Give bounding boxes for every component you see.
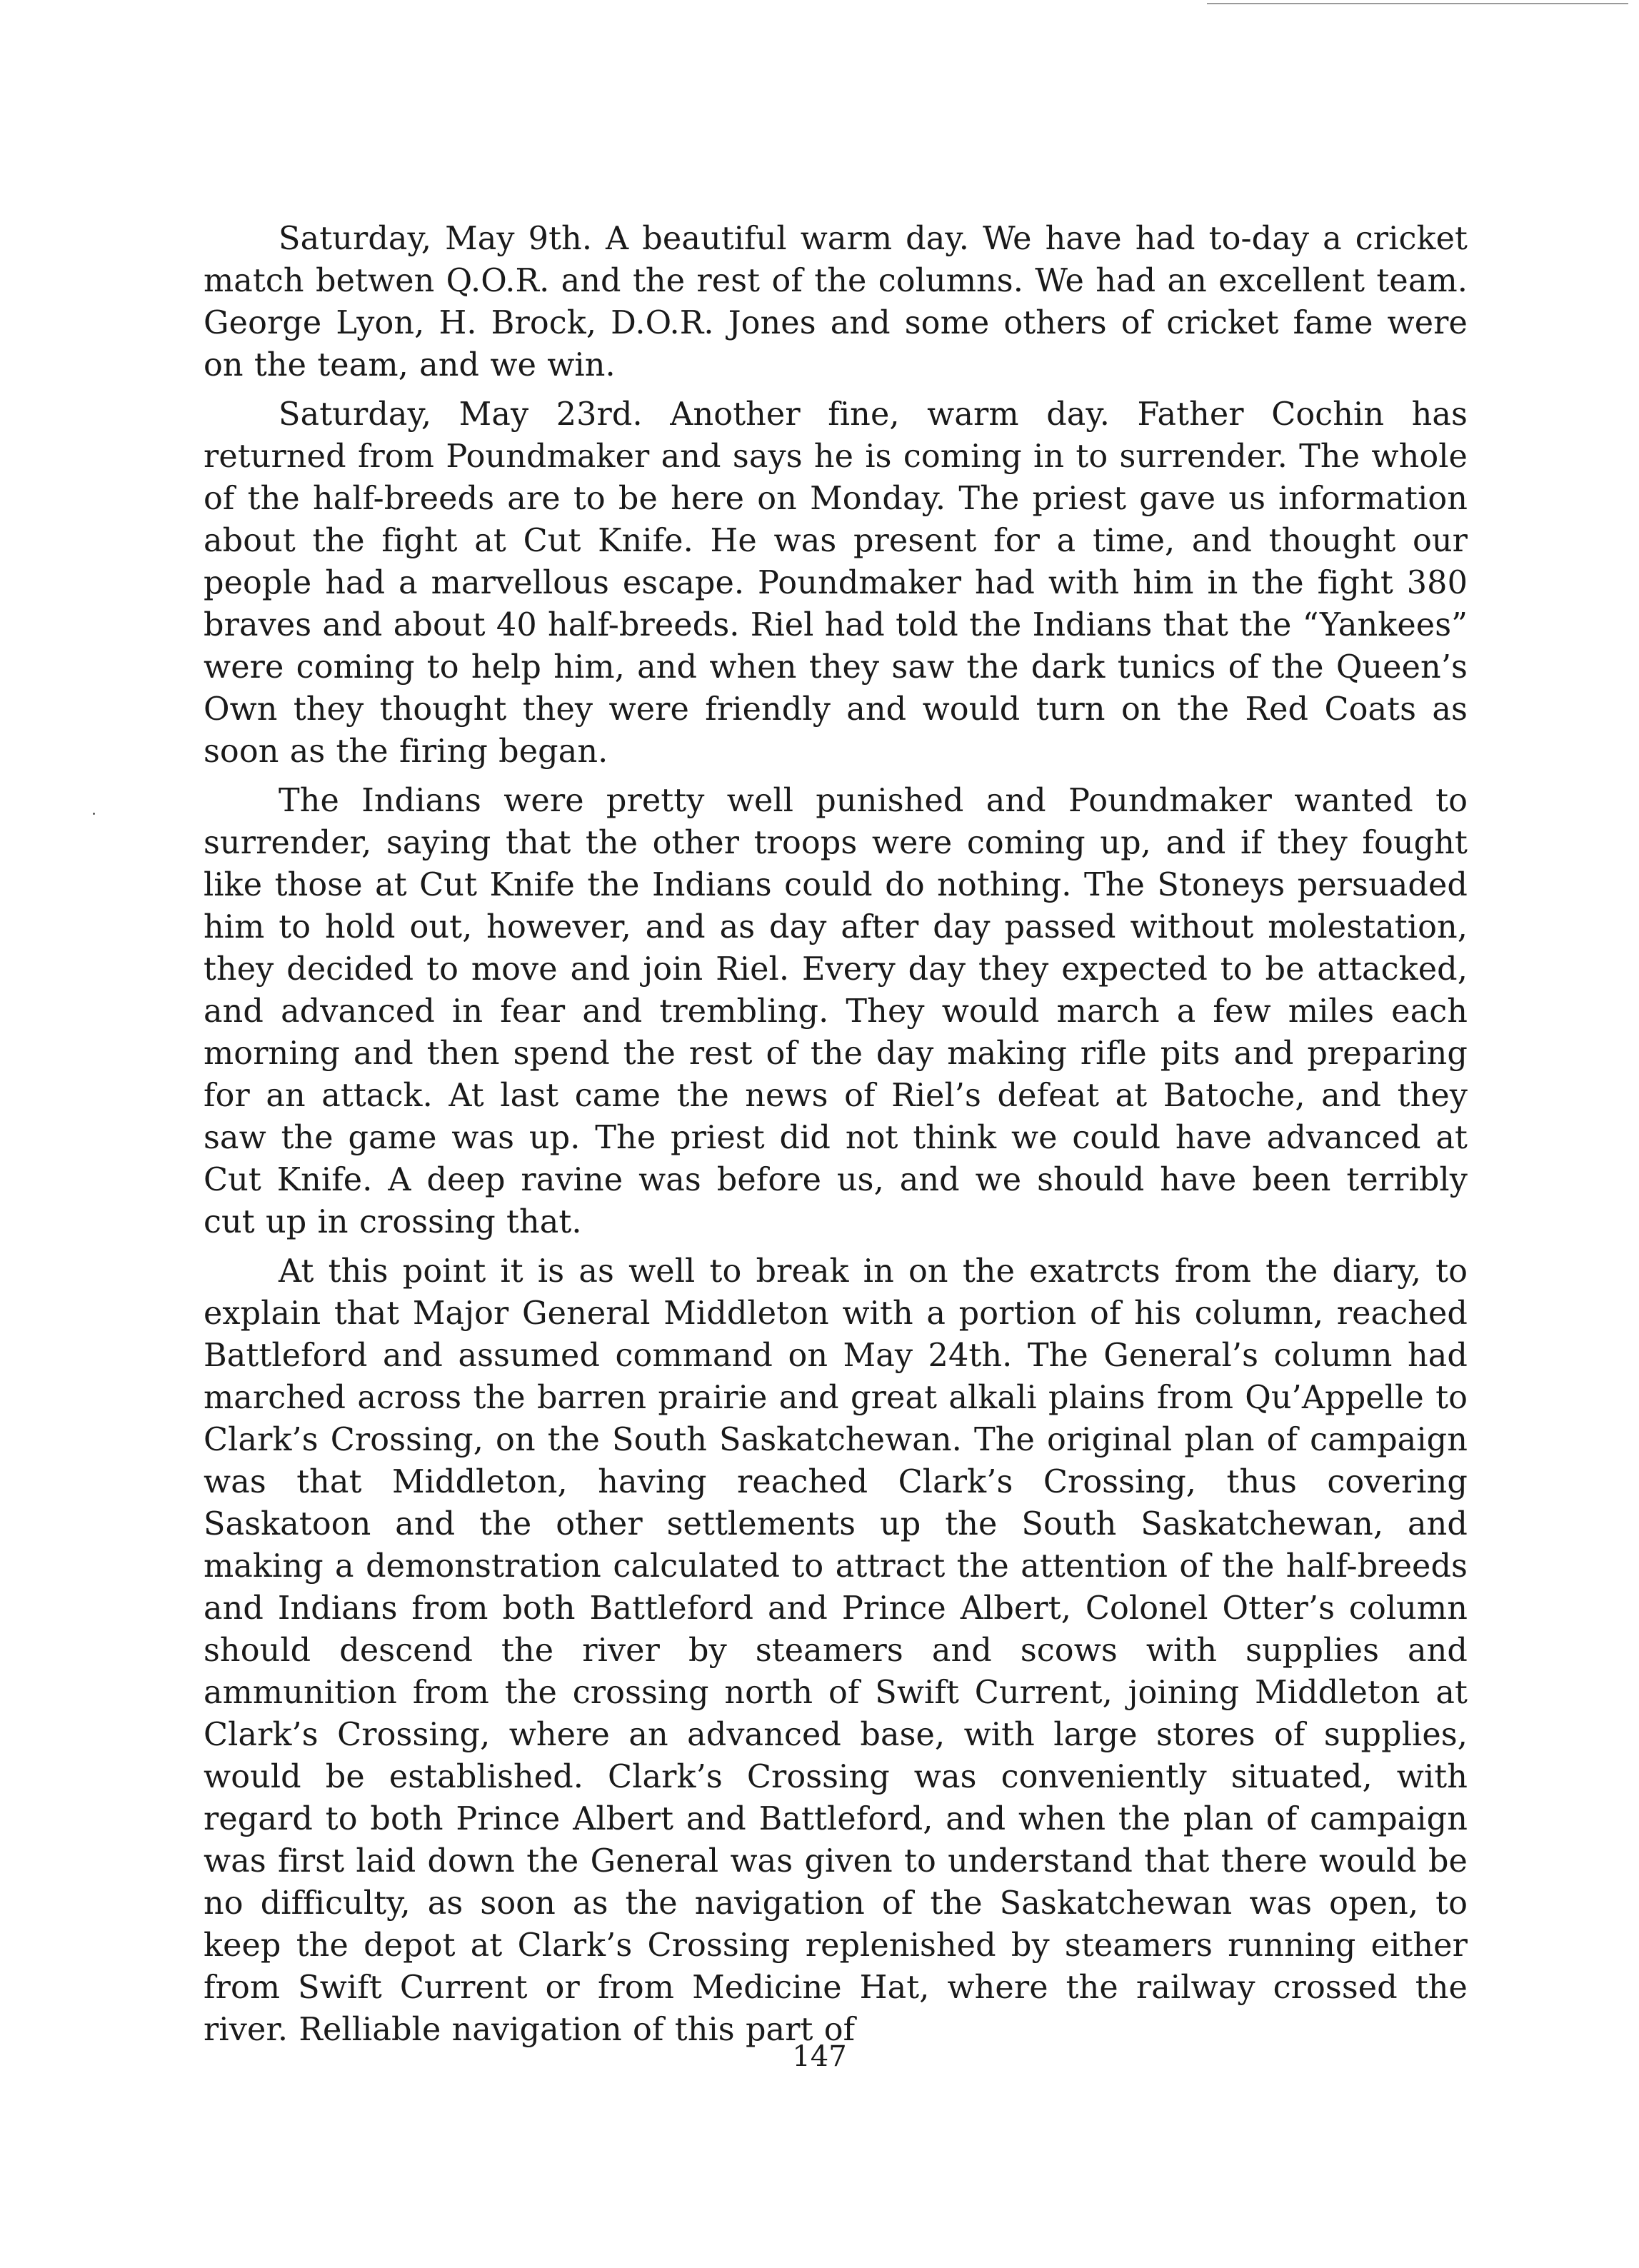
page-number: 147 — [792, 2040, 847, 2073]
paragraph-indians-punished: The Indians were pretty well punished and Poundmaker wanted to surrender, saying that the other troops were coming up, and if they fought like those at Cut Knife the Indians could do nothing. The Stoneys persuaded him to hold out, however, and as day after day passed without molestation, they decided to move and join Riel. Every day they expected to be attacked, and advanced in fear and trembling. They would march a few miles each morning and then spend the rest of the day making rifle pits and preparing for an attack. At last came the news of Riel’s defeat at Batoche, and they saw the game was up. The priest did not think we could have advanced at Cut Knife. A deep ravine was before us, and we should have been terribly cut up in crossing that. — [204, 783, 1468, 1240]
body-text — [204, 218, 1468, 2058]
scan-speck — [93, 813, 95, 815]
top-edge-rule — [1207, 3, 1628, 4]
paragraph-middleton-campaign: At this point it is as well to break in on the exatrcts from the diary, to explain that Major General Middleton with a portion of his column, reached Battleford and assumed command on May 24th. The General’s column had marched across the barren prairie and great alkali plains from Qu’Appelle to Clark’s Crossing, on the South Saskatchewan. The original plan of campaign was that Middleton, having reached Clark’s Crossing, thus covering Saskatoon and the other settlements up the South Saskatchewan, and making a demonstration calculated to attract the attention of the half-breeds and Indians from both Battleford and Prince Albert, Colonel Otter’s column should descend the river by steamers and scows with supplies and ammunition from the crossing north of Swift Current, joining Middleton at Clark’s Crossing, where an advanced base, with large stores of supplies, would be established. Clark’s Crossing was conveniently situated, with regard to both Prince Albert and Battleford, and when the plan of campaign was first laid down the General was given to understand that there would be no difficulty, as soon as the navigation of the Saskatchewan was open, to keep the depot at Clark’s Crossing replenished by steamers running either from Swift Current or from Medicine Hat, where the railway crossed the river. Relliable navigation of this part of — [204, 1253, 1468, 2048]
paragraph-may-9: Saturday, May 9th. A beautiful warm day. We have had to-day a cricket match betwen Q.O.R. and the rest of the columns. We had an excellent team. George Lyon, H. Brock, D.O.R. Jones and some others of cricket fame were on the team, and we win. — [204, 221, 1468, 383]
paragraph-may-23: Saturday, May 23rd. Another fine, warm day. Father Cochin has returned from Poundmaker and says he is coming in to surrender. The whole of the half-breeds are to be here on Monday. The priest gave us information about the fight at Cut Knife. He was present for a time, and thought our people had a marvellous escape. Poundmaker had with him in the fight 380 braves and about 40 half-breeds. Riel had told the Indians that the “Yankees” were coming to help him, and when they saw the dark tunics of the Queen’s Own they thought they were friendly and would turn on the Red Coats as soon as the firing began. — [204, 396, 1468, 770]
